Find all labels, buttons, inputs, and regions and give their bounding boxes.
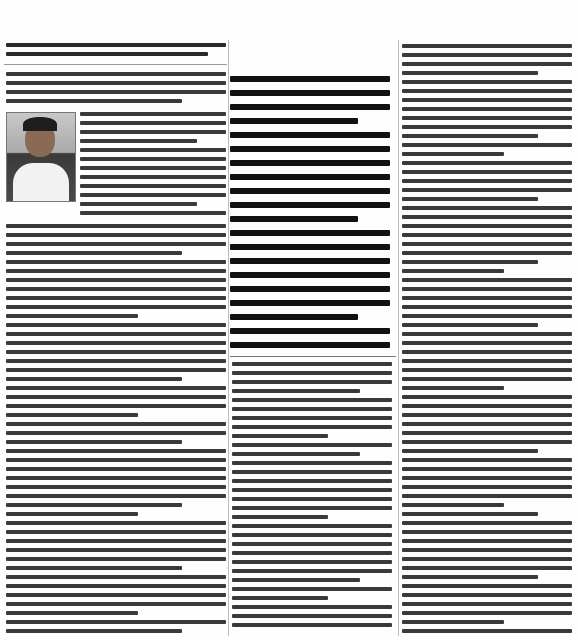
text-line — [402, 215, 572, 219]
text-line — [80, 121, 226, 125]
text-line — [6, 422, 226, 426]
text-line — [230, 132, 390, 138]
text-line — [6, 611, 138, 615]
text-line — [402, 287, 572, 291]
text-line — [402, 152, 504, 156]
text-line — [402, 503, 504, 507]
text-line — [402, 188, 572, 192]
text-line — [402, 557, 572, 561]
text-line — [230, 146, 390, 152]
text-line — [6, 296, 226, 300]
text-line — [402, 206, 572, 210]
text-line — [402, 116, 572, 120]
text-line — [402, 620, 504, 624]
text-line — [402, 179, 572, 183]
highlight-quote — [230, 76, 390, 352]
text-line — [80, 157, 226, 161]
text-line — [6, 332, 226, 336]
text-line — [232, 533, 392, 537]
text-line — [232, 470, 392, 474]
text-line — [6, 81, 226, 85]
text-line — [6, 368, 226, 372]
text-line — [6, 314, 138, 318]
text-line — [402, 251, 572, 255]
text-line — [232, 452, 360, 456]
text-line — [402, 467, 572, 471]
text-line — [402, 404, 572, 408]
byline-rule — [4, 64, 227, 65]
text-line — [232, 542, 392, 546]
text-line — [6, 629, 182, 633]
text-line — [402, 575, 538, 579]
text-line — [6, 503, 182, 507]
text-line — [6, 530, 226, 534]
text-line — [232, 569, 392, 573]
text-line — [6, 584, 226, 588]
text-line — [402, 521, 572, 525]
text-line — [402, 314, 572, 318]
text-line — [6, 278, 226, 282]
text-line — [6, 440, 182, 444]
text-line — [402, 476, 572, 480]
text-line — [402, 359, 572, 363]
text-line — [402, 386, 504, 390]
text-line — [232, 425, 392, 429]
text-line — [80, 139, 197, 143]
text-line — [232, 551, 392, 555]
text-line — [232, 578, 360, 582]
text-line — [232, 416, 392, 420]
text-line — [232, 614, 392, 618]
text-line — [230, 230, 390, 236]
text-line — [230, 342, 390, 348]
text-line — [402, 107, 572, 111]
person-photo-icon — [6, 112, 76, 202]
text-line — [230, 258, 390, 264]
text-line — [6, 539, 226, 543]
text-line — [6, 287, 226, 291]
text-line — [402, 602, 572, 606]
text-line — [402, 350, 572, 354]
text-line — [230, 328, 390, 334]
article-body-middle-bottom — [232, 362, 392, 636]
text-line — [232, 443, 392, 447]
text-line — [232, 479, 392, 483]
text-line — [6, 413, 138, 417]
text-line — [402, 224, 572, 228]
text-line — [402, 512, 538, 516]
text-line — [6, 458, 226, 462]
text-line — [230, 76, 390, 82]
text-line — [232, 389, 360, 393]
text-line — [232, 371, 392, 375]
text-line — [402, 53, 572, 57]
text-line — [402, 395, 572, 399]
text-line — [402, 134, 538, 138]
text-line — [232, 560, 392, 564]
photo-hair — [23, 117, 57, 131]
text-line — [230, 272, 390, 278]
text-line — [402, 449, 538, 453]
text-line — [230, 118, 358, 124]
text-line — [6, 99, 182, 103]
byline-line — [6, 52, 208, 56]
text-line — [6, 404, 226, 408]
text-line — [232, 398, 392, 402]
text-line — [6, 72, 226, 76]
text-line — [232, 488, 392, 492]
text-line — [232, 434, 328, 438]
text-line — [232, 596, 328, 600]
text-line — [402, 323, 538, 327]
text-line — [232, 524, 392, 528]
text-line — [6, 512, 138, 516]
text-line — [6, 395, 226, 399]
text-line — [402, 278, 572, 282]
text-line — [232, 506, 392, 510]
text-line — [232, 461, 392, 465]
text-line — [6, 485, 226, 489]
text-line — [80, 193, 226, 197]
text-line — [6, 476, 226, 480]
text-line — [80, 130, 226, 134]
text-line — [230, 202, 390, 208]
text-line — [6, 323, 226, 327]
text-line — [6, 359, 226, 363]
text-line — [230, 174, 390, 180]
article-body-left-bottom — [6, 224, 226, 636]
text-line — [230, 244, 390, 250]
text-line — [6, 233, 226, 237]
text-line — [402, 341, 572, 345]
text-line — [80, 202, 197, 206]
photo-body — [13, 163, 69, 202]
column-divider — [398, 40, 399, 636]
text-line — [6, 521, 226, 525]
text-line — [6, 449, 226, 453]
text-line — [6, 602, 226, 606]
text-line — [402, 566, 572, 570]
text-line — [402, 413, 572, 417]
text-line — [232, 605, 392, 609]
text-line — [402, 494, 572, 498]
text-line — [402, 296, 572, 300]
text-line — [402, 233, 572, 237]
text-line — [402, 71, 538, 75]
text-line — [232, 362, 392, 366]
text-line — [6, 90, 226, 94]
text-line — [402, 431, 572, 435]
text-line — [402, 170, 572, 174]
text-line — [232, 515, 328, 519]
text-line — [232, 497, 392, 501]
text-line — [6, 269, 226, 273]
text-line — [230, 314, 358, 320]
text-line — [80, 112, 226, 116]
text-line — [6, 377, 182, 381]
text-line — [402, 143, 572, 147]
text-line — [6, 566, 182, 570]
text-line — [80, 148, 226, 152]
text-line — [80, 175, 226, 179]
text-line — [6, 305, 226, 309]
text-line — [6, 350, 226, 354]
text-line — [6, 224, 226, 228]
text-line — [402, 62, 572, 66]
text-line — [230, 90, 390, 96]
text-line — [402, 368, 572, 372]
text-line — [232, 380, 392, 384]
text-line — [6, 242, 226, 246]
text-line — [402, 260, 538, 264]
text-line — [230, 188, 390, 194]
text-line — [6, 548, 226, 552]
article-body-right — [402, 44, 572, 636]
text-line — [6, 251, 182, 255]
text-line — [230, 160, 390, 166]
text-line — [402, 485, 572, 489]
text-line — [80, 211, 226, 215]
text-line — [402, 377, 572, 381]
text-line — [6, 593, 226, 597]
text-line — [6, 620, 226, 624]
text-line — [402, 89, 572, 93]
text-line — [6, 467, 226, 471]
text-line — [402, 161, 572, 165]
text-line — [6, 341, 226, 345]
text-line — [402, 548, 572, 552]
text-line — [6, 431, 226, 435]
text-line — [402, 440, 572, 444]
text-line — [6, 260, 226, 264]
text-line — [80, 184, 226, 188]
text-line — [402, 197, 538, 201]
text-line — [402, 422, 572, 426]
text-line — [402, 44, 572, 48]
text-line — [402, 530, 572, 534]
text-line — [402, 332, 572, 336]
text-line — [6, 386, 226, 390]
text-line — [402, 539, 572, 543]
text-line — [6, 575, 226, 579]
text-line — [402, 458, 572, 462]
byline-line — [6, 43, 226, 47]
text-line — [402, 98, 572, 102]
byline — [6, 38, 226, 62]
text-line — [402, 269, 504, 273]
text-line — [402, 242, 572, 246]
text-line — [402, 80, 572, 84]
text-line — [402, 629, 572, 633]
text-line — [402, 611, 572, 615]
headline — [0, 0, 578, 36]
article-body-left-beside-photo — [80, 112, 226, 220]
text-line — [402, 584, 572, 588]
highlight-rule — [230, 356, 396, 357]
text-line — [232, 587, 392, 591]
text-line — [230, 286, 390, 292]
text-line — [232, 407, 392, 411]
column-divider — [228, 40, 229, 636]
text-line — [232, 623, 392, 627]
text-line — [6, 494, 226, 498]
text-line — [230, 216, 358, 222]
article-body-left-top — [6, 72, 226, 110]
text-line — [402, 593, 572, 597]
text-line — [402, 305, 572, 309]
text-line — [230, 300, 390, 306]
text-line — [80, 166, 226, 170]
text-line — [6, 557, 226, 561]
text-line — [402, 125, 572, 129]
text-line — [230, 104, 390, 110]
